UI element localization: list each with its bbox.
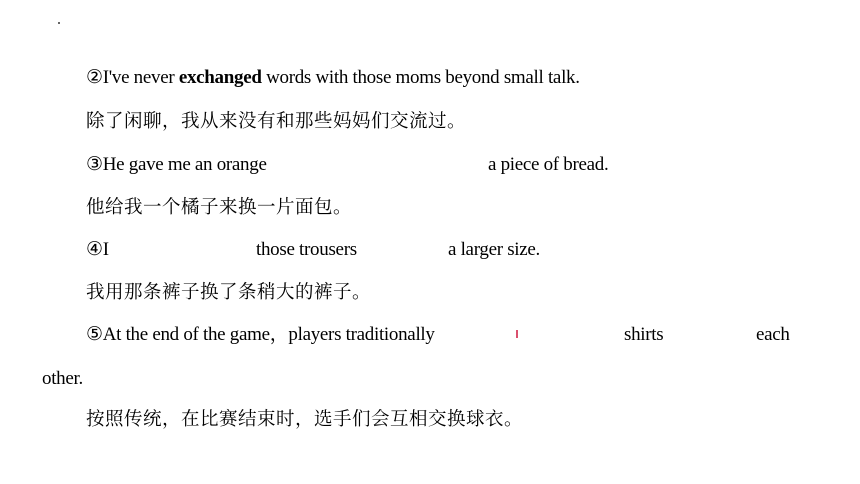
sentence-5-part4: other. bbox=[42, 368, 83, 389]
sentence-4-part2: those trousers bbox=[256, 239, 357, 260]
sentence-2 bbox=[86, 66, 580, 90]
sentence-5-part1: ⑤At the end of the game，players traditionally bbox=[86, 324, 435, 345]
sentence-3-part1: ③He gave me an orange bbox=[86, 154, 267, 175]
sentence-5-part3: each bbox=[756, 324, 790, 345]
translation-2: 除了闲聊，我从来没有和那些妈妈们交流过。 bbox=[86, 111, 467, 132]
sentence-4-part3: a larger size. bbox=[448, 239, 540, 260]
translation-5: 按照传统，在比赛结束时，选手们会互相交换球衣。 bbox=[86, 409, 524, 430]
blank-mark bbox=[516, 330, 518, 338]
translation-3: 他给我一个橘子来换一片面包。 bbox=[86, 197, 353, 218]
sentence-4-part1: ④I bbox=[86, 239, 109, 260]
sentence-2-post: words with those moms beyond small talk. bbox=[261, 67, 580, 88]
sentence-3-part2: a piece of bread. bbox=[488, 154, 609, 175]
sentence-5-part2: shirts bbox=[624, 324, 664, 345]
translation-4: 我用那条裤子换了条稍大的裤子。 bbox=[86, 282, 372, 303]
sentence-2-pre: I've never bbox=[102, 67, 179, 88]
stray-dot bbox=[58, 22, 60, 24]
sentence-2-keyword: exchanged bbox=[178, 67, 262, 88]
sentence-2-number: ② bbox=[86, 67, 103, 88]
